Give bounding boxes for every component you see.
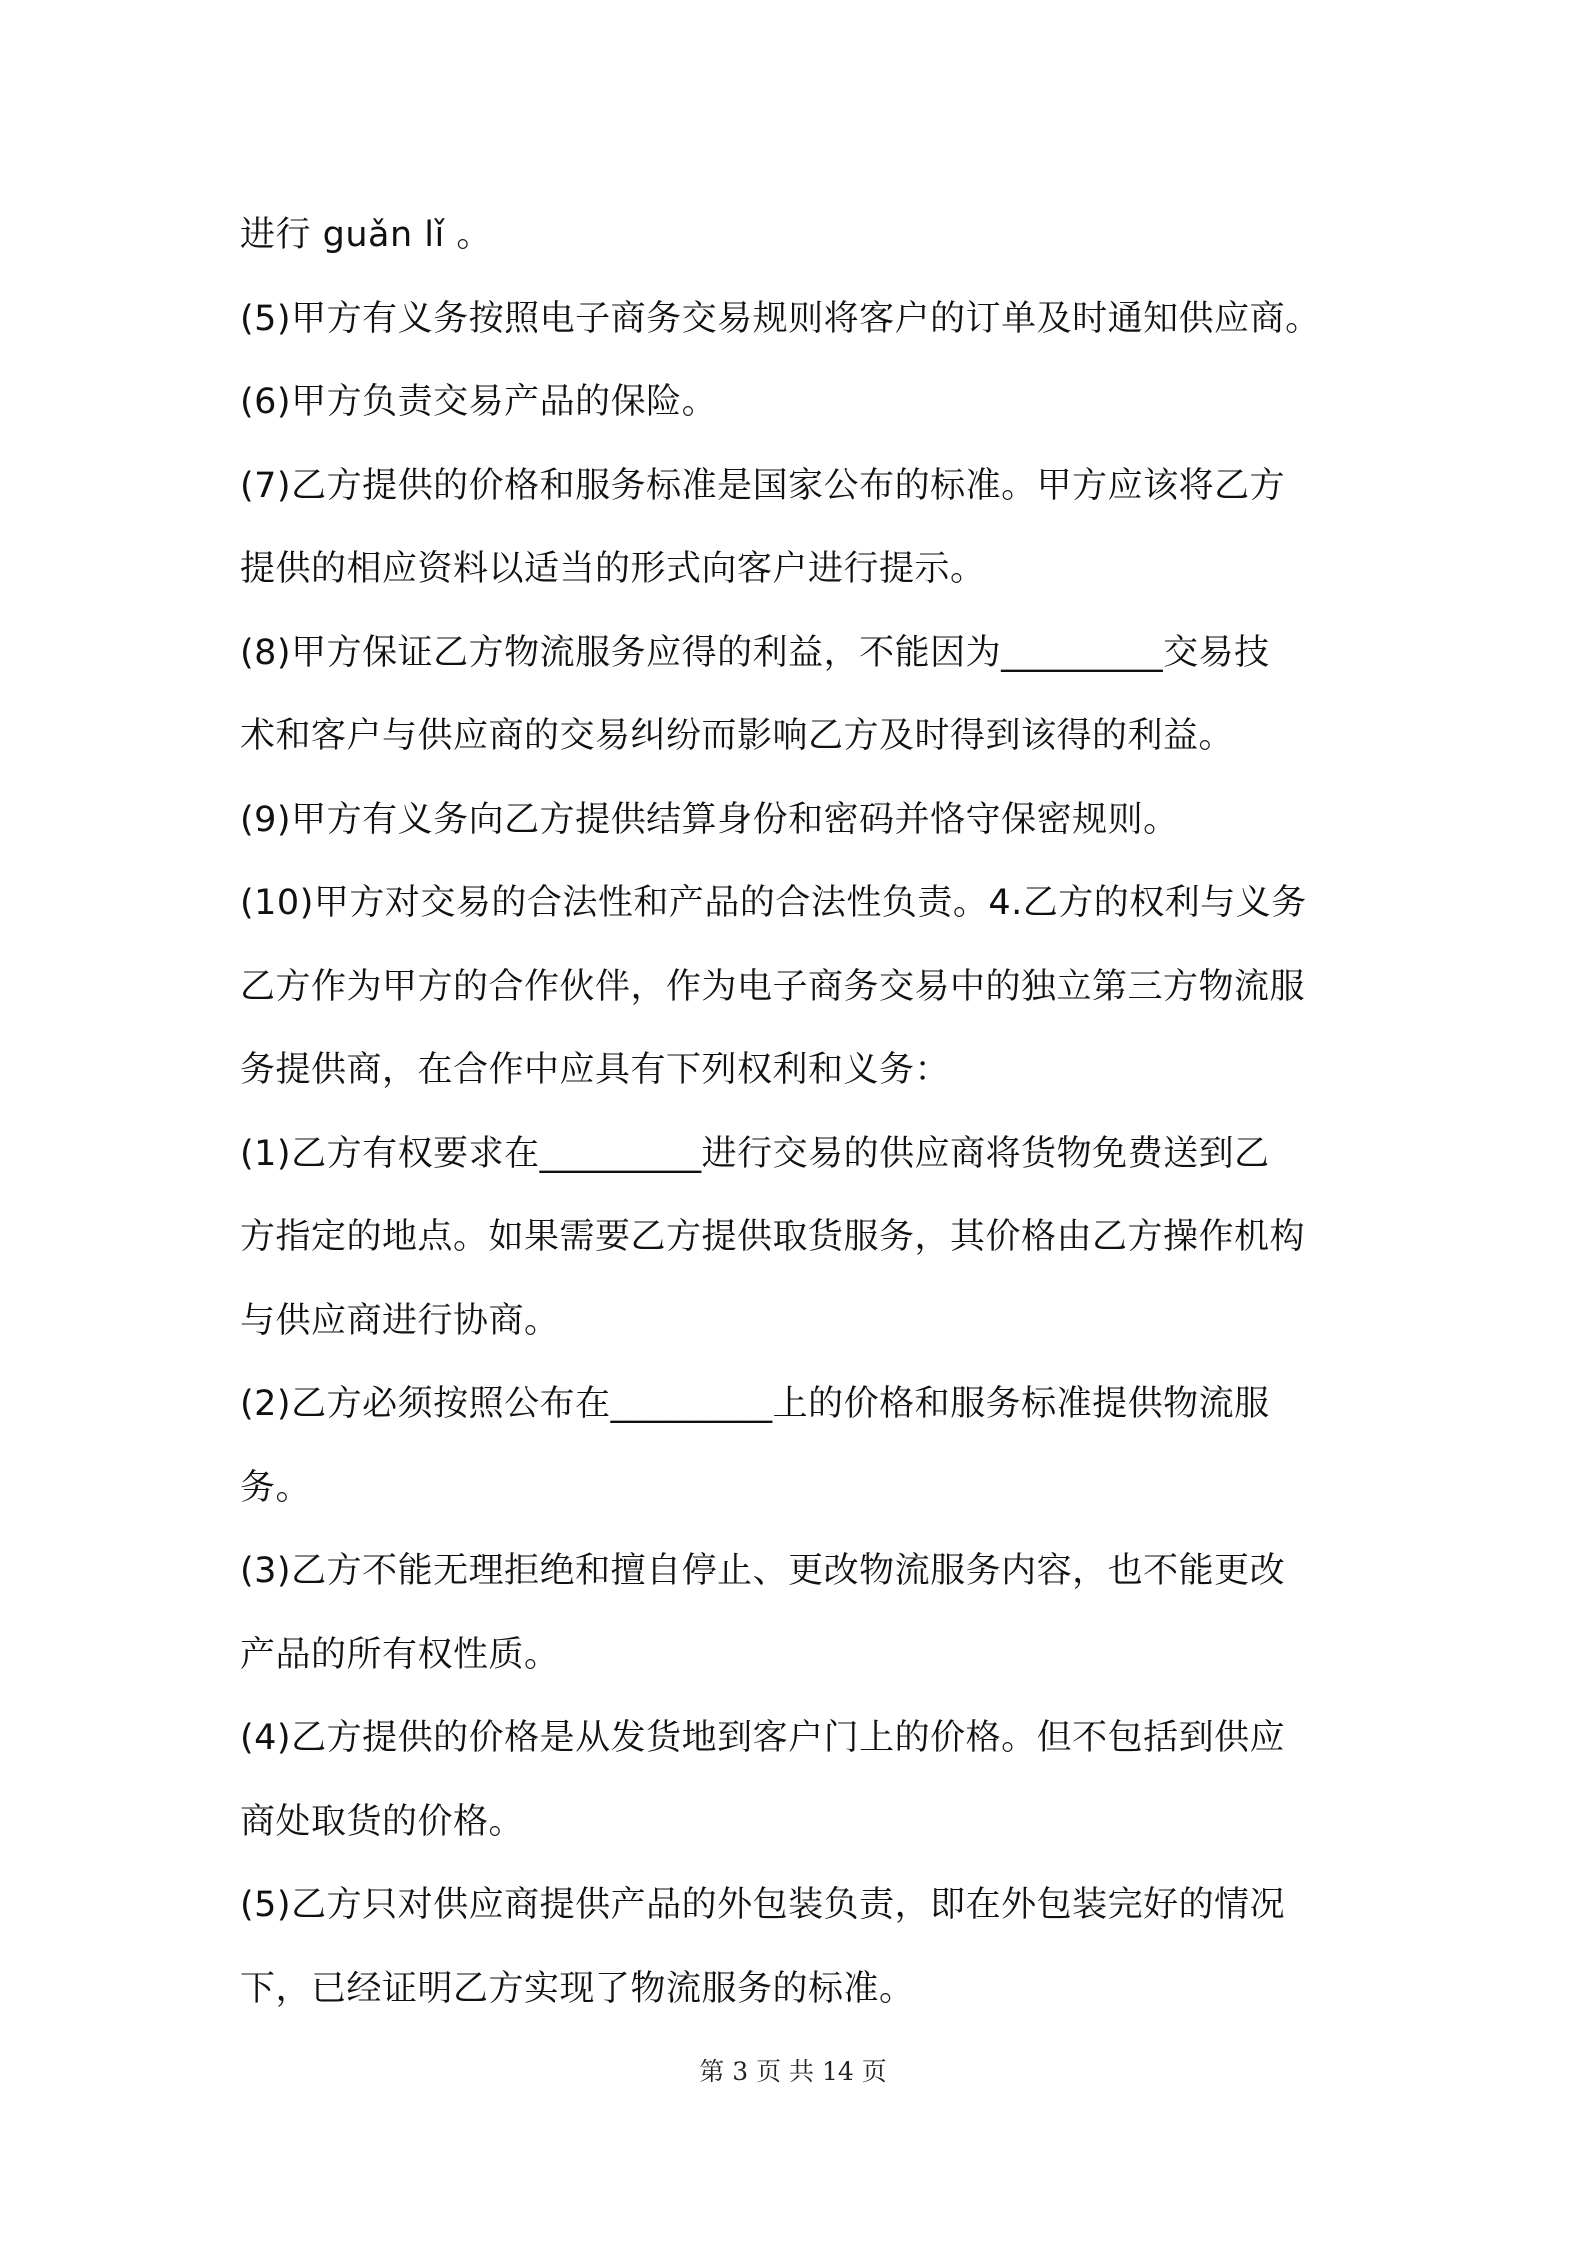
body-line: 乙方作为甲方的合作伙伴，作为电子商务交易中的独立第三方物流服 bbox=[240, 966, 1306, 1007]
body-line: 与供应商进行协商。 bbox=[240, 1300, 560, 1341]
body-line: 务提供商，在合作中应具有下列权利和义务： bbox=[240, 1050, 951, 1090]
body-line: (5)乙方只对供应商提供产品的外包装负责，即在外包装完好的情况 bbox=[240, 1885, 1286, 1925]
body-line: 术和客户与供应商的交易纠纷而影响乙方及时得到该得的利益。 bbox=[240, 716, 1235, 756]
body-line: (10)甲方对交易的合法性和产品的合法性负责。4.乙方的权利与义务 bbox=[240, 883, 1307, 923]
body-line: (4)乙方提供的价格是从发货地到客户门上的价格。但不包括到供应 bbox=[240, 1718, 1286, 1758]
body-line: (6)甲方负责交易产品的保险。 bbox=[240, 382, 718, 422]
page-number-footer: 第 3 页 共 14 页 bbox=[699, 2057, 887, 2086]
body-line: (8)甲方保证乙方物流服务应得的利益，不能因为_________交易技 bbox=[240, 632, 1270, 673]
body-line: (9)甲方有义务向乙方提供结算身份和密码并恪守保密规则。 bbox=[240, 799, 1179, 840]
body-line: 进行 guǎn lǐ 。 bbox=[240, 215, 492, 255]
document-body bbox=[240, 194, 1380, 2031]
body-line: (1)乙方有权要求在_________进行交易的供应商将货物免费送到乙 bbox=[240, 1133, 1270, 1174]
body-line: (3)乙方不能无理拒绝和擅自停止、更改物流服务内容，也不能更改 bbox=[240, 1551, 1286, 1591]
body-line: 方指定的地点。如果需要乙方提供取货服务，其价格由乙方操作机构 bbox=[240, 1217, 1306, 1257]
body-line: (2)乙方必须按照公布在_________上的价格和服务标准提供物流服 bbox=[240, 1384, 1270, 1424]
body-line: (7)乙方提供的价格和服务标准是国家公布的标准。甲方应该将乙方 bbox=[240, 465, 1286, 506]
body-line: 务。 bbox=[240, 1467, 312, 1508]
body-line: 提供的相应资料以适当的形式向客户进行提示。 bbox=[240, 549, 986, 589]
body-line: 下，已经证明乙方实现了物流服务的标准。 bbox=[240, 1968, 915, 2009]
body-line: 产品的所有权性质。 bbox=[240, 1634, 560, 1675]
body-line: 商处取货的价格。 bbox=[240, 1801, 525, 1842]
body-line: (5)甲方有义务按照电子商务交易规则将客户的订单及时通知供应商。 bbox=[240, 298, 1321, 339]
